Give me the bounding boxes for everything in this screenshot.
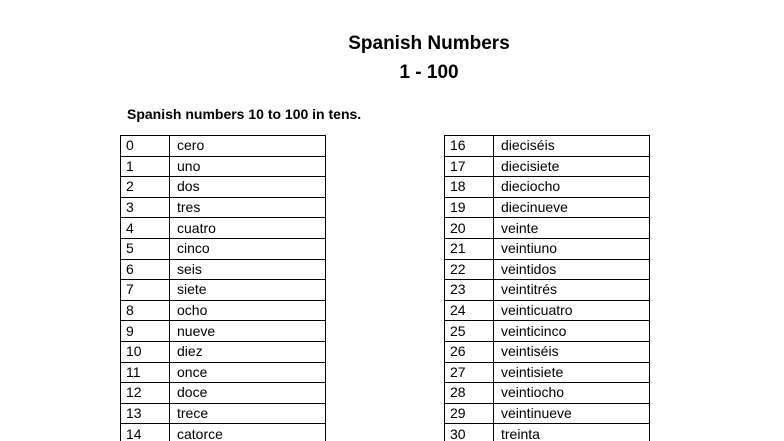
number-cell: 2 <box>121 177 170 198</box>
number-cell: 17 <box>445 156 494 177</box>
table-row <box>121 259 326 280</box>
number-cell: 18 <box>445 177 494 198</box>
number-cell: 24 <box>445 300 494 321</box>
number-cell: 30 <box>445 424 494 441</box>
number-cell: 19 <box>445 197 494 218</box>
number-cell: 0 <box>121 136 170 157</box>
table-row <box>445 136 650 157</box>
number-cell: 20 <box>445 218 494 239</box>
number-cell: 4 <box>121 218 170 239</box>
spanish-word-cell: dos <box>170 177 326 198</box>
table-row <box>121 238 326 259</box>
table-row <box>445 238 650 259</box>
table-row <box>121 403 326 424</box>
number-cell: 29 <box>445 403 494 424</box>
spanish-word-cell: diecisiete <box>494 156 650 177</box>
table-row <box>445 156 650 177</box>
table-row <box>445 218 650 239</box>
number-cell: 9 <box>121 321 170 342</box>
numbers-table-left <box>120 135 326 441</box>
table-row <box>121 177 326 198</box>
table-row <box>121 197 326 218</box>
table-row <box>121 341 326 362</box>
number-cell: 25 <box>445 321 494 342</box>
spanish-word-cell: doce <box>170 383 326 404</box>
table-row <box>445 177 650 198</box>
spanish-word-cell: trece <box>170 403 326 424</box>
table-row <box>445 321 650 342</box>
number-cell: 12 <box>121 383 170 404</box>
number-cell: 16 <box>445 136 494 157</box>
table-row <box>445 300 650 321</box>
table-row <box>121 136 326 157</box>
spanish-word-cell: diez <box>170 341 326 362</box>
spanish-word-cell: uno <box>170 156 326 177</box>
spanish-word-cell: veinte <box>494 218 650 239</box>
table-row <box>121 300 326 321</box>
table-row <box>121 362 326 383</box>
number-cell: 22 <box>445 259 494 280</box>
number-cell: 7 <box>121 280 170 301</box>
spanish-word-cell: veinticuatro <box>494 300 650 321</box>
spanish-word-cell: veintinueve <box>494 403 650 424</box>
spanish-word-cell: ocho <box>170 300 326 321</box>
table-row <box>121 218 326 239</box>
number-cell: 14 <box>121 424 170 441</box>
number-cell: 10 <box>121 341 170 362</box>
spanish-word-cell: veintiuno <box>494 238 650 259</box>
number-cell: 23 <box>445 280 494 301</box>
table-row <box>121 383 326 404</box>
table-row <box>121 280 326 301</box>
spanish-word-cell: cinco <box>170 238 326 259</box>
spanish-word-cell: catorce <box>170 424 326 441</box>
spanish-word-cell: dieciséis <box>494 136 650 157</box>
table-row <box>445 424 650 441</box>
number-cell: 3 <box>121 197 170 218</box>
spanish-word-cell: tres <box>170 197 326 218</box>
spanish-word-cell: veinticinco <box>494 321 650 342</box>
table-row <box>121 321 326 342</box>
table-row <box>121 156 326 177</box>
number-cell: 27 <box>445 362 494 383</box>
number-cell: 28 <box>445 383 494 404</box>
table-row <box>445 383 650 404</box>
table-row <box>445 259 650 280</box>
spanish-word-cell: veintiocho <box>494 383 650 404</box>
table-row <box>445 362 650 383</box>
numbers-table-right <box>444 135 650 441</box>
spanish-word-cell: cuatro <box>170 218 326 239</box>
section-subtitle: Spanish numbers 10 to 100 in tens. <box>127 106 362 122</box>
number-cell: 11 <box>121 362 170 383</box>
spanish-word-cell: veintitrés <box>494 280 650 301</box>
page-title-range: 1 - 100 <box>399 62 459 83</box>
spanish-word-cell: veintisiete <box>494 362 650 383</box>
spanish-word-cell: treinta <box>494 424 650 441</box>
spanish-word-cell: veintidos <box>494 259 650 280</box>
table-row <box>445 341 650 362</box>
number-cell: 8 <box>121 300 170 321</box>
number-cell: 5 <box>121 238 170 259</box>
spanish-word-cell: cero <box>170 136 326 157</box>
spanish-word-cell: diecinueve <box>494 197 650 218</box>
number-cell: 1 <box>121 156 170 177</box>
page-title: Spanish Numbers <box>348 33 510 54</box>
number-cell: 21 <box>445 238 494 259</box>
spanish-word-cell: seis <box>170 259 326 280</box>
spanish-word-cell: once <box>170 362 326 383</box>
table-row <box>445 197 650 218</box>
number-cell: 6 <box>121 259 170 280</box>
number-cell: 26 <box>445 341 494 362</box>
spanish-word-cell: siete <box>170 280 326 301</box>
spanish-word-cell: dieciocho <box>494 177 650 198</box>
number-cell: 13 <box>121 403 170 424</box>
spanish-word-cell: nueve <box>170 321 326 342</box>
table-row <box>445 280 650 301</box>
table-row <box>121 424 326 441</box>
table-row <box>445 403 650 424</box>
spanish-word-cell: veintiséis <box>494 341 650 362</box>
